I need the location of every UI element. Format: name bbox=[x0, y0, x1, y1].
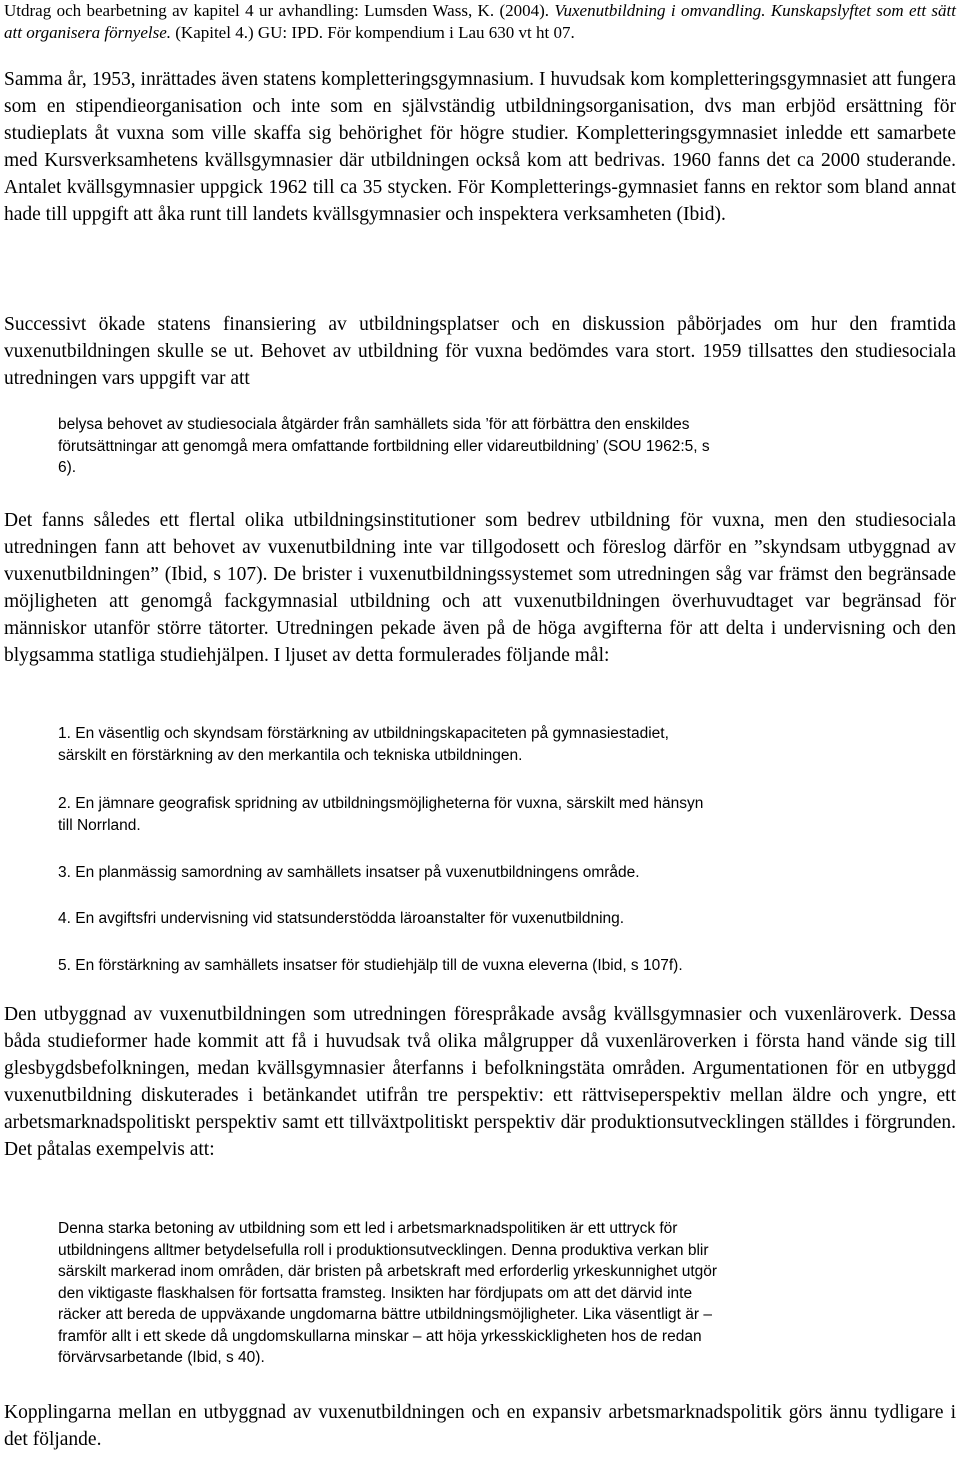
goal-line: 1. En väsentlig och skyndsam förstärkning av utbildningskapaciteten på gymnasiestadiet, bbox=[58, 725, 669, 742]
paragraph-2: Successivt ökade statens finansiering av utbildningsplatser och en diskussion påbörjades om hur den framtida vuxenutbildningen skulle se ut. Behovet av utbildning för vuxna bedömdes vara stort. 1959 tillsattes den studiesociala utredningen vars uppgift var att bbox=[4, 314, 956, 389]
block-quote-1 bbox=[58, 414, 906, 479]
block-quote-2 bbox=[58, 1218, 906, 1369]
quote-line: utbildningens alltmer betydelsefulla roll i produktionsutvecklingen. Denna produktiva verkan blir bbox=[58, 1241, 709, 1259]
quote-line: förutsättningar att genomgå mera omfattande fortbildning eller vidareutbildning’ (SOU 1962:5, s bbox=[58, 437, 710, 455]
quote-line: förvärvsarbetande (Ibid, s 40). bbox=[58, 1349, 265, 1366]
quote-line: den viktigaste flaskhalsen för fortsatta framsteg. Insikten har fördjupats om att det därvid inte bbox=[58, 1284, 693, 1302]
paragraph-5: Kopplingarna mellan en utbyggnad av vuxenutbildningen och en expansiv arbetsmarknadspolitik görs ännu tydligare i det följande. bbox=[4, 1402, 956, 1450]
goal-item-3 bbox=[58, 862, 918, 884]
paragraph-3: Det fanns således ett flertal olika utbildningsinstitutioner som bedrev utbildning för vuxna, men den studiesociala utredningen fann att behovet av vuxenutbildning inte var tillgodosett och föreslog därför en ”skyndsam utbyggnad av vuxenutbildningen” (Ibid, s 107). De brister i vuxenutbildningssystemet som utredningen såg var främst den begränsade möjligheten att genomgå fackgymnasial utbildning och att vuxenutbildningen överhuvudtaget var begränsad för människor utanför större tätorter. Utredningen pekade även på de höga avgifterna för att delta i undervisning och den blygsamma statliga studiehjälpen. I ljuset av detta formulerades följande mål: bbox=[4, 510, 956, 666]
header-citation-start: Utdrag och bearbetning av kapitel 4 ur avhandling: Lumsden Wass, K. (2004). bbox=[4, 1, 555, 20]
header-citation-end: (Kapitel 4.) GU: IPD. För kompendium i Lau 630 vt ht 07. bbox=[171, 23, 575, 42]
goal-item-2 bbox=[58, 793, 918, 836]
goal-item-1 bbox=[58, 723, 918, 766]
goal-line: 5. En förstärkning av samhällets insatser för studiehjälp till de vuxna eleverna (Ibid, s 107f). bbox=[58, 957, 683, 974]
paragraph-1: Samma år, 1953, inrättades även statens kompletteringsgymnasium. I huvudsak kom kompletteringsgymnasiet att fungera som en stipendieorganisation och inte som en självständig utbildningsorganisation, dvs man erbjöd ersättning för studieplats åt vuxna som ville skaffa sig behörighet för högre studier. Kompletteringsgymnasiet inledde ett samarbete med Kursverksamhetens kvällsgymnasier där utbildningen också kom att bedrivas. 1960 fanns det ca 2000 studerande. Antalet kvällsgymnasier uppgick 1962 till ca 35 stycken. För Kompletterings-gymnasiet fanns en rektor som bland annat hade till uppgift att åka runt till landets kvällsgymnasier och inspektera verksamheten (Ibid). bbox=[4, 69, 956, 225]
goal-item-4 bbox=[58, 908, 918, 930]
goal-line: 3. En planmässig samordning av samhällets insatser på vuxenutbildningens område. bbox=[58, 864, 640, 881]
goal-line: 4. En avgiftsfri undervisning vid statsunderstödda läroanstalter för vuxenutbildning. bbox=[58, 910, 625, 927]
goal-line: 2. En jämnare geografisk spridning av utbildningsmöjligheterna för vuxna, särskilt med hänsyn bbox=[58, 795, 704, 812]
header-book-title: Vuxenutbildning i omvandling. Kunskapslyftet som ett sätt att organisera förnyelse. bbox=[4, 1, 956, 42]
quote-line: belysa behovet av studiesociala åtgärder från samhällets sida ’för att förbättra den enskildes bbox=[58, 416, 690, 433]
goal-line: till Norrland. bbox=[58, 816, 141, 834]
goal-line: särskilt en förstärkning av den merkantila och tekniska utbildningen. bbox=[58, 746, 523, 764]
paragraph-4: Den utbyggnad av vuxenutbildningen som utredningen förespråkade avsåg kvällsgymnasier och vuxenläroverk. Dessa båda studieformer hade kommit att få i huvudsak två olika målgrupper då vuxenläroverken i första hand vände sig till glesbygdsbefolkningen, medan kvällsgymnasier återfanns i befolkningstäta områden. Argumentationen för en utbyggd vuxenutbildning diskuterades i betänkandet utifrån tre perspektiv: ett rättviseperspektiv mellan äldre och yngre, ett arbetsmarknadspolitiskt perspektiv samt ett tillväxtpolitiskt perspektiv där produktionsutvecklingen ställdes i förgrunden. Det påtalas exempelvis att: bbox=[4, 1004, 956, 1160]
quote-line: särskilt markerad inom områden, där bristen på arbetskraft med erforderlig yrkeskunnighet utgör bbox=[58, 1263, 718, 1280]
quote-line: framför allt i ett skede då ungdomskullarna minskar – att höja yrkesskickligheten hos de redan bbox=[58, 1327, 702, 1345]
quote-line: Denna starka betoning av utbildning som ett led i arbetsmarknadspolitiken är ett uttryck för bbox=[58, 1220, 678, 1237]
quote-line: räcker att bereda de uppväxande ungdomarna bättre utbildningsmöjligheter. Lika väsentligt är – bbox=[58, 1306, 712, 1323]
quote-line: 6). bbox=[58, 459, 77, 476]
goal-item-5 bbox=[58, 955, 918, 977]
document-header bbox=[4, 0, 956, 44]
